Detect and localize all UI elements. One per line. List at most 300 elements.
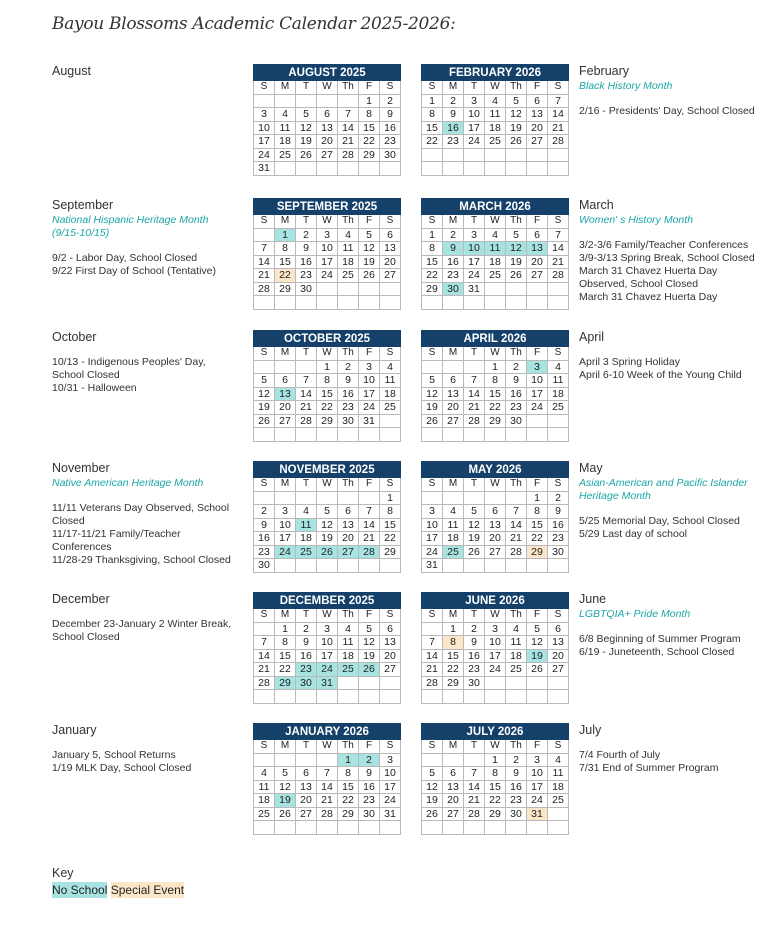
event-list bbox=[52, 749, 238, 775]
event-item: April 6-10 Week of the Young Child bbox=[579, 369, 742, 381]
calendar-empty-cell bbox=[422, 753, 443, 767]
calendar-empty-cell bbox=[443, 296, 464, 310]
month-notes-november bbox=[52, 461, 238, 567]
calendar-day: 15 bbox=[275, 255, 296, 269]
event-item: 6/19 - Juneteenth, School Closed bbox=[579, 646, 735, 658]
calendar-day: 5 bbox=[317, 505, 338, 519]
calendar-day: 13 bbox=[443, 387, 464, 401]
calendar-empty-cell bbox=[275, 753, 296, 767]
calendar-empty-cell bbox=[359, 821, 380, 835]
weekday-header: F bbox=[359, 609, 380, 623]
calendar-day: 12 bbox=[506, 242, 527, 256]
calendar-day: 25 bbox=[275, 148, 296, 162]
weekday-header: S bbox=[380, 215, 401, 229]
calendar-day: 2 bbox=[296, 228, 317, 242]
calendar-day: 14 bbox=[548, 108, 569, 122]
calendar-empty-cell bbox=[443, 428, 464, 442]
calendar-day: 27 bbox=[485, 545, 506, 559]
month-notes-january bbox=[52, 723, 238, 775]
event-item: 11/11 Veterans Day Observed, School Closed bbox=[52, 502, 230, 527]
calendar-day: 10 bbox=[317, 636, 338, 650]
calendar-day: 11 bbox=[443, 518, 464, 532]
calendar-empty-cell bbox=[296, 559, 317, 573]
calendar-day: 9 bbox=[296, 242, 317, 256]
calendar-empty-cell bbox=[338, 282, 359, 296]
calendar-empty-cell bbox=[527, 821, 548, 835]
calendar-empty-cell bbox=[422, 690, 443, 704]
calendar-title: APRIL 2026 bbox=[422, 331, 569, 347]
calendar-empty-cell bbox=[338, 491, 359, 505]
calendar-day: 24 bbox=[359, 401, 380, 415]
calendar-day: 30 bbox=[254, 559, 275, 573]
calendar-empty-cell bbox=[296, 360, 317, 374]
calendar-day: 28 bbox=[548, 269, 569, 283]
calendar-empty-cell bbox=[254, 491, 275, 505]
calendar-day: 25 bbox=[254, 807, 275, 821]
calendar-empty-cell bbox=[443, 753, 464, 767]
calendar-day: 19 bbox=[422, 401, 443, 415]
weekday-header: S bbox=[548, 609, 569, 623]
calendar-day: 10 bbox=[527, 374, 548, 388]
calendar-empty-cell bbox=[275, 296, 296, 310]
calendar-day: 30 bbox=[359, 807, 380, 821]
calendar-empty-cell bbox=[254, 753, 275, 767]
calendar-day: 28 bbox=[254, 282, 275, 296]
month-notes-name: February bbox=[579, 64, 630, 78]
calendar-empty-cell bbox=[527, 559, 548, 573]
weekday-header: S bbox=[380, 347, 401, 361]
calendar-day: 11 bbox=[296, 518, 317, 532]
calendar-title: OCTOBER 2025 bbox=[254, 331, 401, 347]
calendar-empty-cell bbox=[317, 162, 338, 176]
calendar-empty-cell bbox=[548, 162, 569, 176]
calendar-empty-cell bbox=[359, 428, 380, 442]
weekday-header: F bbox=[359, 740, 380, 754]
weekday-header: S bbox=[254, 215, 275, 229]
calendar-day: 25 bbox=[296, 545, 317, 559]
weekday-header: S bbox=[548, 347, 569, 361]
calendar-day: 21 bbox=[548, 255, 569, 269]
weekday-header: W bbox=[317, 81, 338, 95]
calendar-day: 27 bbox=[317, 148, 338, 162]
calendar-day: 16 bbox=[506, 387, 527, 401]
calendar-day: 26 bbox=[506, 269, 527, 283]
calendar-empty-cell bbox=[548, 296, 569, 310]
calendar-day: 3 bbox=[317, 622, 338, 636]
calendar-empty-cell bbox=[527, 414, 548, 428]
weekday-header: T bbox=[464, 478, 485, 492]
calendar-day: 4 bbox=[485, 94, 506, 108]
month-notes-name: March bbox=[579, 198, 614, 212]
calendar-day: 20 bbox=[317, 135, 338, 149]
calendar-day: 9 bbox=[548, 505, 569, 519]
calendar-day: 10 bbox=[254, 121, 275, 135]
calendar-day: 18 bbox=[485, 255, 506, 269]
calendar-day: 19 bbox=[464, 532, 485, 546]
calendar-day: 11 bbox=[254, 780, 275, 794]
calendar-day: 7 bbox=[464, 767, 485, 781]
calendar-day: 3 bbox=[359, 360, 380, 374]
calendar-empty-cell bbox=[443, 162, 464, 176]
calendar-day: 2 bbox=[506, 360, 527, 374]
calendar-day: 3 bbox=[527, 753, 548, 767]
calendar-day: 16 bbox=[443, 255, 464, 269]
calendar-empty-cell bbox=[254, 690, 275, 704]
month-notes-october bbox=[52, 330, 238, 395]
calendar-day: 11 bbox=[548, 374, 569, 388]
calendar-day: 21 bbox=[296, 401, 317, 415]
calendar-empty-cell bbox=[317, 690, 338, 704]
weekday-header: Th bbox=[506, 347, 527, 361]
calendar-day: 2 bbox=[359, 753, 380, 767]
weekday-header: F bbox=[359, 81, 380, 95]
calendar-day: 30 bbox=[296, 282, 317, 296]
calendar-day: 6 bbox=[548, 622, 569, 636]
calendar-day: 27 bbox=[275, 414, 296, 428]
calendar-day: 13 bbox=[443, 780, 464, 794]
calendar-day: 21 bbox=[506, 532, 527, 546]
calendar-day: 4 bbox=[548, 753, 569, 767]
calendar-day: 9 bbox=[338, 374, 359, 388]
calendar-day: 4 bbox=[338, 228, 359, 242]
calendar-day: 18 bbox=[443, 532, 464, 546]
calendar-day: 29 bbox=[380, 545, 401, 559]
calendar-day: 17 bbox=[464, 121, 485, 135]
calendar-day: 9 bbox=[464, 636, 485, 650]
calendar-empty-cell bbox=[506, 690, 527, 704]
calendar-day: 30 bbox=[464, 676, 485, 690]
calendar-empty-cell bbox=[548, 807, 569, 821]
calendar-day: 22 bbox=[422, 135, 443, 149]
calendar-day: 22 bbox=[485, 794, 506, 808]
calendar-empty-cell bbox=[317, 94, 338, 108]
calendar-day: 6 bbox=[527, 94, 548, 108]
calendar-day: 19 bbox=[275, 794, 296, 808]
calendar-day: 7 bbox=[296, 374, 317, 388]
calendar-day: 22 bbox=[443, 663, 464, 677]
event-item: April 3 Spring Holiday bbox=[579, 356, 680, 368]
calendar-empty-cell bbox=[485, 296, 506, 310]
weekday-header: T bbox=[296, 478, 317, 492]
calendar-empty-cell bbox=[527, 676, 548, 690]
calendar-empty-cell bbox=[464, 559, 485, 573]
calendar-empty-cell bbox=[422, 428, 443, 442]
calendar-day: 8 bbox=[422, 108, 443, 122]
event-item: 10/13 - Indigenous Peoples' Day, School Closed bbox=[52, 356, 206, 381]
event-list bbox=[579, 515, 765, 541]
weekday-header: Th bbox=[338, 81, 359, 95]
calendar-day: 29 bbox=[338, 807, 359, 821]
calendar-day: 23 bbox=[506, 401, 527, 415]
calendar-day: 25 bbox=[380, 401, 401, 415]
weekday-header: Th bbox=[506, 609, 527, 623]
calendar-empty-cell bbox=[464, 162, 485, 176]
calendar-empty-cell bbox=[359, 491, 380, 505]
calendar-title: JULY 2026 bbox=[422, 724, 569, 740]
weekday-header: W bbox=[485, 81, 506, 95]
calendar-empty-cell bbox=[338, 162, 359, 176]
weekday-header: Th bbox=[338, 609, 359, 623]
calendar-day: 21 bbox=[464, 794, 485, 808]
calendar-day: 23 bbox=[443, 269, 464, 283]
event-item: January 5, School Returns bbox=[52, 749, 176, 761]
calendar-empty-cell bbox=[380, 428, 401, 442]
weekday-header: S bbox=[422, 347, 443, 361]
month-notes-december bbox=[52, 592, 238, 644]
event-list bbox=[579, 356, 765, 382]
calendar-day: 20 bbox=[527, 121, 548, 135]
calendar-day: 22 bbox=[485, 401, 506, 415]
calendar-day: 5 bbox=[296, 108, 317, 122]
calendar-day: 22 bbox=[527, 532, 548, 546]
calendar-day: 20 bbox=[485, 532, 506, 546]
calendar-day: 8 bbox=[527, 505, 548, 519]
calendar-day: 21 bbox=[254, 663, 275, 677]
calendar-day: 16 bbox=[254, 532, 275, 546]
calendar-day: 16 bbox=[380, 121, 401, 135]
calendar-day: 23 bbox=[359, 794, 380, 808]
calendar-day: 20 bbox=[527, 255, 548, 269]
calendar-day: 17 bbox=[485, 649, 506, 663]
calendar-day: 19 bbox=[422, 794, 443, 808]
calendar-day: 6 bbox=[338, 505, 359, 519]
calendar-day: 15 bbox=[485, 780, 506, 794]
calendar-empty-cell bbox=[317, 282, 338, 296]
heritage-month-label: National Hispanic Heritage Month (9/15-10/15) bbox=[52, 214, 209, 239]
weekday-header: F bbox=[527, 740, 548, 754]
calendar-empty-cell bbox=[464, 690, 485, 704]
calendar-day: 2 bbox=[464, 622, 485, 636]
event-item: March 31 Chavez Huerta Day bbox=[579, 291, 718, 303]
weekday-header: S bbox=[422, 478, 443, 492]
weekday-header: F bbox=[527, 478, 548, 492]
calendar-day: 23 bbox=[443, 135, 464, 149]
weekday-header: S bbox=[380, 478, 401, 492]
weekday-header: M bbox=[275, 215, 296, 229]
heritage-month-label: Black History Month bbox=[579, 80, 673, 92]
calendar-day: 27 bbox=[548, 663, 569, 677]
calendar-day: 29 bbox=[359, 148, 380, 162]
calendar-day: 24 bbox=[422, 545, 443, 559]
event-item: 3/9-3/13 Spring Break, School Closed bbox=[579, 252, 755, 264]
calendar-empty-cell bbox=[380, 559, 401, 573]
calendar-empty-cell bbox=[317, 296, 338, 310]
weekday-header: M bbox=[443, 347, 464, 361]
calendar-day: 13 bbox=[527, 108, 548, 122]
calendar-day: 12 bbox=[422, 780, 443, 794]
calendar-september-2025 bbox=[253, 198, 401, 310]
calendar-day: 10 bbox=[464, 242, 485, 256]
weekday-header: T bbox=[464, 215, 485, 229]
calendar-day: 8 bbox=[338, 767, 359, 781]
calendar-empty-cell bbox=[338, 559, 359, 573]
calendar-day: 23 bbox=[254, 545, 275, 559]
calendar-day: 10 bbox=[275, 518, 296, 532]
weekday-header: S bbox=[548, 740, 569, 754]
calendar-empty-cell bbox=[317, 559, 338, 573]
weekday-header: T bbox=[296, 740, 317, 754]
calendar-day: 13 bbox=[527, 242, 548, 256]
calendar-day: 17 bbox=[254, 135, 275, 149]
calendar-day: 20 bbox=[548, 649, 569, 663]
calendar-day: 12 bbox=[317, 518, 338, 532]
weekday-header: M bbox=[275, 609, 296, 623]
calendar-day: 11 bbox=[338, 242, 359, 256]
calendar-day: 14 bbox=[464, 387, 485, 401]
weekday-header: S bbox=[380, 81, 401, 95]
calendar-empty-cell bbox=[296, 821, 317, 835]
event-item: December 23-January 2 Winter Break, School Closed bbox=[52, 618, 232, 643]
weekday-header: W bbox=[317, 740, 338, 754]
weekday-header: T bbox=[296, 347, 317, 361]
calendar-day: 17 bbox=[422, 532, 443, 546]
month-notes-name: July bbox=[579, 723, 602, 737]
calendar-empty-cell bbox=[548, 428, 569, 442]
calendar-day: 5 bbox=[422, 374, 443, 388]
calendar-day: 16 bbox=[296, 649, 317, 663]
calendar-day: 20 bbox=[380, 649, 401, 663]
calendar-day: 8 bbox=[317, 374, 338, 388]
calendar-day: 3 bbox=[464, 94, 485, 108]
calendar-empty-cell bbox=[506, 282, 527, 296]
calendar-empty-cell bbox=[317, 821, 338, 835]
calendar-day: 26 bbox=[254, 414, 275, 428]
calendar-day: 15 bbox=[443, 649, 464, 663]
calendar-day: 22 bbox=[380, 532, 401, 546]
calendar-empty-cell bbox=[464, 491, 485, 505]
calendar-empty-cell bbox=[380, 690, 401, 704]
calendar-day: 2 bbox=[443, 228, 464, 242]
weekday-header: Th bbox=[506, 740, 527, 754]
event-item: 6/8 Beginning of Summer Program bbox=[579, 633, 741, 645]
calendar-day: 28 bbox=[506, 545, 527, 559]
calendar-april-2026 bbox=[421, 330, 569, 442]
calendar-day: 24 bbox=[254, 148, 275, 162]
calendar-empty-cell bbox=[254, 228, 275, 242]
calendar-day: 11 bbox=[380, 374, 401, 388]
calendar-day: 1 bbox=[275, 622, 296, 636]
calendar-empty-cell bbox=[548, 559, 569, 573]
weekday-header: T bbox=[464, 609, 485, 623]
weekday-header: W bbox=[485, 215, 506, 229]
calendar-day: 20 bbox=[296, 794, 317, 808]
calendar-day: 19 bbox=[527, 649, 548, 663]
calendar-day: 5 bbox=[506, 94, 527, 108]
calendar-empty-cell bbox=[359, 162, 380, 176]
calendar-empty-cell bbox=[275, 94, 296, 108]
calendar-november-2025 bbox=[253, 461, 401, 573]
calendar-day: 15 bbox=[485, 387, 506, 401]
calendar-day: 14 bbox=[548, 242, 569, 256]
month-notes-august bbox=[52, 64, 238, 90]
weekday-header: W bbox=[485, 347, 506, 361]
calendar-empty-cell bbox=[338, 821, 359, 835]
calendar-day: 12 bbox=[296, 121, 317, 135]
calendar-day: 8 bbox=[485, 374, 506, 388]
calendar-empty-cell bbox=[359, 690, 380, 704]
weekday-header: W bbox=[317, 478, 338, 492]
calendar-empty-cell bbox=[359, 559, 380, 573]
calendar-day: 26 bbox=[275, 807, 296, 821]
calendar-day: 6 bbox=[443, 374, 464, 388]
calendar-empty-cell bbox=[527, 162, 548, 176]
key-label: Key bbox=[52, 866, 74, 880]
weekday-header: S bbox=[548, 81, 569, 95]
calendar-day: 7 bbox=[548, 228, 569, 242]
calendar-day: 7 bbox=[464, 374, 485, 388]
weekday-header: M bbox=[443, 478, 464, 492]
calendar-day: 8 bbox=[485, 767, 506, 781]
calendar-day: 14 bbox=[464, 780, 485, 794]
calendar-day: 28 bbox=[464, 414, 485, 428]
calendar-empty-cell bbox=[485, 162, 506, 176]
calendar-day: 22 bbox=[359, 135, 380, 149]
calendar-day: 22 bbox=[317, 401, 338, 415]
calendar-day: 22 bbox=[422, 269, 443, 283]
calendar-day: 8 bbox=[380, 505, 401, 519]
calendar-empty-cell bbox=[443, 491, 464, 505]
weekday-header: M bbox=[443, 81, 464, 95]
calendar-empty-cell bbox=[380, 676, 401, 690]
month-notes-april bbox=[579, 330, 765, 382]
calendar-day: 18 bbox=[338, 255, 359, 269]
calendar-day: 13 bbox=[380, 242, 401, 256]
weekday-header: T bbox=[464, 81, 485, 95]
event-item: 11/17-11/21 Family/Teacher Conferences bbox=[52, 528, 181, 553]
calendar-day: 24 bbox=[317, 663, 338, 677]
calendar-day: 14 bbox=[338, 121, 359, 135]
weekday-header: M bbox=[443, 740, 464, 754]
calendar-day: 29 bbox=[275, 282, 296, 296]
calendar-day: 2 bbox=[548, 491, 569, 505]
calendar-empty-cell bbox=[338, 94, 359, 108]
calendar-empty-cell bbox=[359, 282, 380, 296]
calendar-empty-cell bbox=[338, 296, 359, 310]
calendar-day: 24 bbox=[464, 135, 485, 149]
weekday-header: S bbox=[254, 609, 275, 623]
calendar-empty-cell bbox=[527, 282, 548, 296]
calendar-empty-cell bbox=[485, 821, 506, 835]
weekday-header: F bbox=[527, 347, 548, 361]
calendar-day: 26 bbox=[317, 545, 338, 559]
calendar-day: 29 bbox=[422, 282, 443, 296]
calendar-day: 18 bbox=[485, 121, 506, 135]
calendar-day: 28 bbox=[254, 676, 275, 690]
calendar-empty-cell bbox=[254, 94, 275, 108]
calendar-day: 3 bbox=[380, 753, 401, 767]
calendar-empty-cell bbox=[380, 162, 401, 176]
calendar-day: 30 bbox=[380, 148, 401, 162]
calendar-day: 19 bbox=[359, 649, 380, 663]
calendar-march-2026 bbox=[421, 198, 569, 310]
calendar-day: 27 bbox=[296, 807, 317, 821]
weekday-header: S bbox=[254, 81, 275, 95]
calendar-day: 30 bbox=[338, 414, 359, 428]
calendar-day: 4 bbox=[296, 505, 317, 519]
calendar-day: 4 bbox=[506, 622, 527, 636]
calendar-day: 12 bbox=[359, 242, 380, 256]
calendar-day: 6 bbox=[485, 505, 506, 519]
calendar-day: 21 bbox=[338, 135, 359, 149]
calendar-empty-cell bbox=[380, 821, 401, 835]
calendar-day: 5 bbox=[359, 228, 380, 242]
weekday-header: M bbox=[443, 609, 464, 623]
calendar-day: 23 bbox=[338, 401, 359, 415]
calendar-day: 18 bbox=[548, 780, 569, 794]
calendar-day: 21 bbox=[317, 794, 338, 808]
calendar-day: 31 bbox=[464, 282, 485, 296]
calendar-day: 12 bbox=[422, 387, 443, 401]
